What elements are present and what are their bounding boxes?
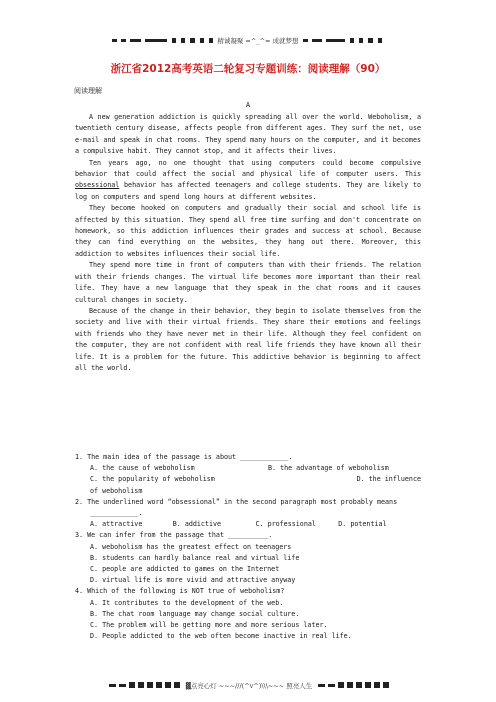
passage-paragraph: They spend more time in front of computers than with their friends. The relation with their friends changes. The virtual life becomes more important than their real life. They have a new language that they speak in the chat rooms and it causes cultural changes in society.	[75, 261, 421, 304]
page-header	[112, 34, 382, 46]
option: D. People addicted to the web often become inactive in real life.	[90, 632, 352, 641]
header-ornament	[121, 39, 126, 42]
question-list	[75, 452, 421, 642]
option: D. virtual life is more vivid and attractive anyway	[90, 576, 296, 585]
option: B. The chat room language may change social culture.	[90, 609, 300, 618]
passage-label: A	[245, 101, 251, 109]
option: B. students can hardly balance real and virtual life	[90, 553, 300, 562]
footer-ornament	[174, 682, 180, 688]
passage-paragraph	[75, 158, 421, 204]
footer-motto: ▓点亮心灯 ~~~///(^v^)\\\~~~ 照亮人生	[185, 681, 313, 690]
option: B. addictive	[172, 520, 222, 529]
header-ornament	[359, 38, 363, 43]
header-ornament	[326, 39, 345, 42]
footer-ornament	[138, 682, 144, 688]
header-ornament	[312, 39, 322, 42]
question-stem: 1. The main idea of the passage is about ____________.	[75, 453, 293, 461]
question-stem: 3. We can infer from the passage that __________.	[75, 531, 273, 540]
option: C. The problem will be getting more and more serious later.	[90, 621, 328, 630]
footer-ornament	[356, 682, 362, 688]
option: A. weboholism has the greatest effect on teenagers	[90, 542, 292, 551]
header-ornament	[130, 39, 140, 42]
option: D. the influence	[356, 475, 421, 484]
answer-blank: ____________.	[90, 509, 143, 518]
footer-ornament	[109, 684, 116, 687]
option-row	[75, 474, 421, 485]
footer-ornament	[347, 682, 353, 688]
option-row	[75, 519, 421, 530]
footer-ornament	[383, 682, 389, 688]
header-ornament	[190, 38, 194, 43]
header-ornament	[368, 38, 372, 43]
header-ornament	[303, 39, 308, 42]
header-ornament	[181, 38, 185, 43]
header-ornament	[145, 39, 167, 42]
question-stem: 2. The underlined word “obsessional” in the second paragraph most probably means	[75, 497, 398, 506]
passage-paragraph: Because of the change in their behavior, they begin to isolate themselves from the society and live with their virtual friends. They share their emotions and feelings with friends who they have never met in their life. Although they feel confident on the computer, they are not confident with real life friends they have known all their life. It is a problem for the future. This addictive behavior is beginning to affect all the world.	[75, 306, 421, 372]
option: C. professional	[255, 520, 316, 529]
question-stem: 4. Which of the following is NOT true of weboholism?	[75, 587, 285, 596]
option: D. potential	[338, 520, 387, 529]
page-footer	[62, 679, 436, 691]
passage-body	[75, 112, 421, 374]
passage-text: behavior has affected teenagers and college students. They are likely to log on computers and spend long hours at different websites.	[75, 181, 421, 201]
footer-ornament	[156, 682, 162, 688]
document-title: 浙江省2012高考英语二轮复习专题训练：阅读理解（90）	[110, 63, 386, 75]
header-ornament	[200, 38, 204, 43]
footer-ornament	[129, 682, 135, 688]
option: C. people are addicted to games on the Internet	[90, 565, 280, 574]
passage-text: Ten years ago, no one thought that using computers could become compulsive behavior that could affect the social and physical life of computer users. This	[75, 158, 421, 179]
option: A. attractive	[90, 520, 143, 529]
footer-ornament	[119, 684, 126, 687]
footer-ornament	[318, 684, 325, 687]
header-ornament	[209, 38, 213, 43]
footer-ornament	[338, 682, 344, 688]
option: A. It contributes to the development of the web.	[90, 598, 284, 607]
footer-ornament	[147, 682, 153, 688]
section-subtitle: 阅读理解	[74, 87, 102, 95]
footer-ornament	[374, 682, 380, 688]
underlined-word: obsessional	[75, 181, 120, 190]
header-ornament	[350, 38, 354, 43]
passage-paragraph: They become hooked on computers and gradually their social and school life is affected by this situation. They spend all free time surfing and don't concentrate on homework, so this addiction influences their grades and success at school. Because they can find everything on the websites, they hang out there. Moreover, this addiction to websites influences their social life.	[75, 204, 421, 258]
header-ornament	[378, 38, 382, 43]
option-continuation: of weboholism	[90, 486, 143, 495]
header-ornament	[112, 39, 117, 42]
footer-ornament	[365, 682, 371, 688]
option: C. the popularity of weboholism	[90, 475, 215, 484]
header-motto: 精诚凝聚 =^_^= 成就梦想	[217, 36, 299, 45]
footer-ornament	[165, 682, 171, 688]
header-ornament	[172, 38, 176, 43]
option-row	[75, 463, 421, 474]
option: B. the advantage of weboholism	[268, 464, 389, 473]
footer-ornament	[328, 684, 335, 687]
passage-paragraph: A new generation addiction is quickly spreading all over the world. Weboholism, a twentieth century disease, affects people from different ages. They surf the net, use e-mail and speak in chat rooms. They spend many hours on the computer, and it becomes a compulsive habit. They cannot stop, and it affects their lives.	[75, 113, 421, 156]
option: A. the cause of weboholism	[90, 464, 195, 473]
